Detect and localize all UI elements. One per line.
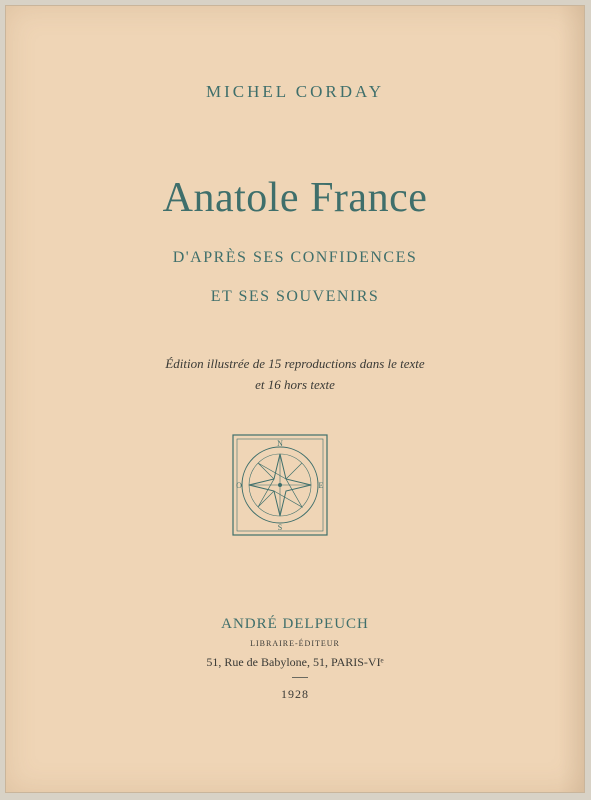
publication-year: 1928 — [281, 687, 309, 701]
compass-north-label: N — [277, 439, 283, 448]
compass-west-label: O — [236, 481, 242, 490]
edition-note-line-2: et 16 hors texte — [255, 377, 335, 392]
book-cover — [6, 6, 584, 792]
divider — [292, 677, 308, 678]
publisher-address: 51, Rue de Babylone, 51, PARIS-VIᵉ — [206, 655, 384, 669]
subtitle-line-1: D'APRÈS SES CONFIDENCES — [172, 249, 418, 266]
publisher-name: ANDRÉ DELPEUCH — [221, 616, 369, 632]
edition-note-line-1: Édition illustrée de 15 reproductions dans le texte — [165, 356, 425, 371]
publisher-role: LIBRAIRE-ÉDITEUR — [250, 639, 340, 648]
compass-south-label: S — [277, 523, 283, 532]
subtitle-line-2: ET SES SOUVENIRS — [210, 288, 380, 305]
compass-east-label: E — [318, 481, 324, 490]
compass-rose-icon — [232, 434, 328, 536]
author-name: MICHEL CORDAY — [205, 82, 384, 101]
book-title: Anatole France — [162, 175, 428, 221]
page-edge-shading — [558, 6, 584, 792]
